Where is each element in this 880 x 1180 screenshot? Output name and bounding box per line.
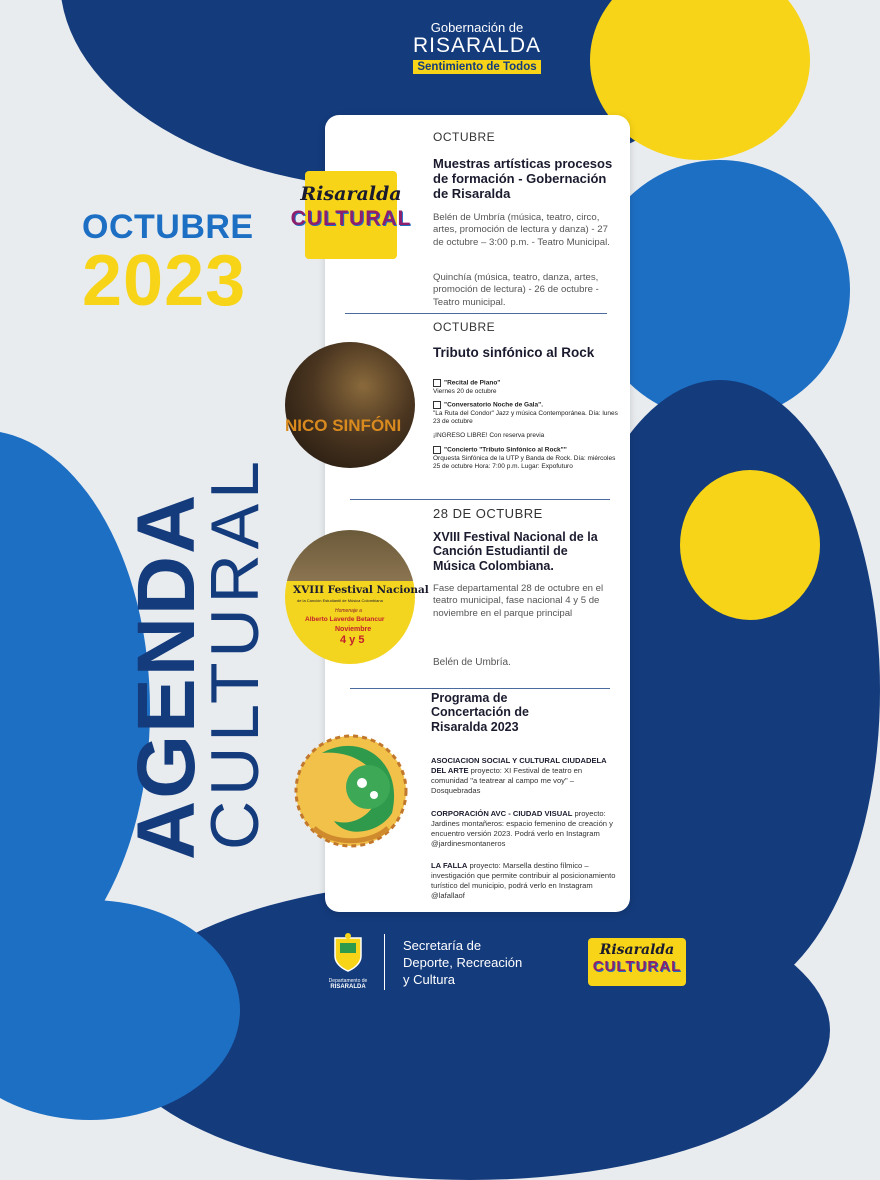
concertacion-logo-icon (292, 733, 410, 849)
separator-1 (345, 313, 607, 314)
event2-item2-text: "La Ruta del Condor" Jazz y música Contemporánea. Día: lunes 23 de octubre (433, 409, 618, 425)
seal-line2: RISARALDA (330, 984, 366, 990)
left-year: 2023 (82, 241, 247, 321)
event3-month: 28 DE OCTUBRE (433, 506, 543, 521)
event1-logo-line1: Risaralda (300, 183, 402, 205)
cultural-vertical: CULTURAL (197, 456, 273, 850)
seal-line1: Departamento de (328, 978, 368, 984)
event3-img-name: Alberto Laverde Betancur (305, 616, 385, 623)
event1-logo (287, 165, 415, 265)
event3-img-month: Noviembre (335, 626, 372, 633)
event2-image-text: NICO SINFÓNI (285, 416, 402, 435)
event2-item3-title: "Concierto "Tributo Sinfónico al Rock"" (444, 446, 567, 454)
footer-seal (320, 932, 376, 990)
footer-divider (384, 934, 385, 990)
event3-img-sub: de la Canción Estudiantil de Música Colombiana (297, 598, 383, 603)
event4-p2-bold: CORPORACIÓN AVC - CIUDAD VISUAL (431, 809, 573, 818)
bg-yellow-right (680, 470, 820, 620)
event3-image (285, 530, 429, 664)
event3-img-title: XVIII Festival Nacional (293, 584, 429, 596)
checkbox-icon (433, 446, 441, 454)
event2-title: Tributo sinfónico al Rock (433, 345, 595, 360)
event2-item1-title: "Recital de Piano" (444, 379, 501, 387)
event2-month: OCTUBRE (433, 320, 496, 334)
event1-text2: Quinchía (música, teatro, danza, artes, promoción de lectura) - 26 de octubre - Teatro municipal. (433, 272, 599, 308)
event2-item3 (433, 446, 618, 471)
sec-line2: Deporte, Recreación (403, 954, 523, 970)
event1-month: OCTUBRE (433, 130, 496, 144)
event4-title: Programa de Concertación de Risaralda 2023 (431, 691, 529, 734)
event3-img-days: 4 y 5 (340, 634, 365, 646)
event2-item1-text: Viernes 20 de octubre (433, 387, 497, 395)
event4-p3-bold: LA FALLA (431, 861, 468, 870)
footer-logo-line1: Risaralda (599, 942, 675, 958)
event2-item1 (433, 379, 618, 396)
event4-p2-text: proyecto: Jardines montañeros: espacio femenino de creación y encuentro versión 2023. Podrá verlo en Instagram @jardinesmontaneros (431, 809, 613, 848)
event1-text1: Belén de Umbría (música, teatro, circo, artes, promoción de lectura y danza) - 27 de octubre – 3:00 p.m. - Teatro Municipal. (433, 212, 610, 248)
separator-3 (350, 688, 610, 689)
sec-line3: y Cultura (403, 971, 456, 987)
event4-p3-text: proyecto: Marsella destino fílmico – investigación que permite contribuir al posicionamiento turístico del municipio, podrá verlo en Instagram @lafallaof (431, 861, 616, 900)
left-month: OCTUBRE (82, 208, 254, 246)
event1-logo-line2: CULTURAL (290, 207, 412, 230)
event2-item2 (433, 401, 618, 426)
gov-line2: RISARALDA (412, 34, 542, 57)
gov-logo (402, 20, 552, 75)
event1-title: Muestras artísticas procesos de formación - Gobernación de Risaralda (433, 156, 613, 201)
event3-text1: Fase departamental 28 de octubre en el teatro municipal, fase nacional 4 y 5 de noviembre en el parque principal (433, 583, 604, 619)
event4-p1-bold: ASOCIACION SOCIAL Y CULTURAL CIUDADELA DEL ARTE (431, 756, 607, 775)
event3-img-homenaje: Homenaje a (335, 608, 362, 614)
department-seal-icon (331, 932, 365, 972)
event4-logo (292, 733, 410, 849)
separator-2 (350, 499, 610, 500)
event4-paragraph1 (431, 756, 616, 795)
event4-paragraph2 (431, 809, 616, 848)
footer-logo-line2: CULTURAL (592, 958, 682, 975)
event3-title: XVIII Festival Nacional de la Canción Estudiantil de Música Colombiana. (433, 530, 598, 573)
event4-p1-text: proyecto: XI Festival de teatro en comunidad "a teatrear al campo me voy" – Dosquebradas (431, 765, 583, 795)
gov-line1: Gobernación de (430, 20, 524, 35)
event2-item3-text: Orquesta Sinfónica de la UTP y Banda de Rock. Día: miércoles 25 de octubre Hora: 7:00 p.m. Lugar: Expofuturo (433, 454, 616, 470)
checkbox-icon (433, 401, 441, 409)
event2-image (285, 342, 415, 468)
event2-item2-title: "Conversatorio Noche de Gala". (444, 401, 543, 409)
agenda-vertical: AGENDA (121, 492, 212, 860)
event4-paragraph3 (431, 861, 616, 900)
event2-free: ¡INGRESO LIBRE! Con reserva previa (433, 432, 545, 439)
sec-line1: Secretaría de (403, 938, 482, 953)
event3-text2: Belén de Umbría. (433, 657, 511, 668)
checkbox-icon (433, 379, 441, 387)
gov-slogan: Sentimiento de Todos (413, 60, 540, 74)
secretaria-block (403, 938, 522, 989)
footer-logo (578, 930, 696, 994)
